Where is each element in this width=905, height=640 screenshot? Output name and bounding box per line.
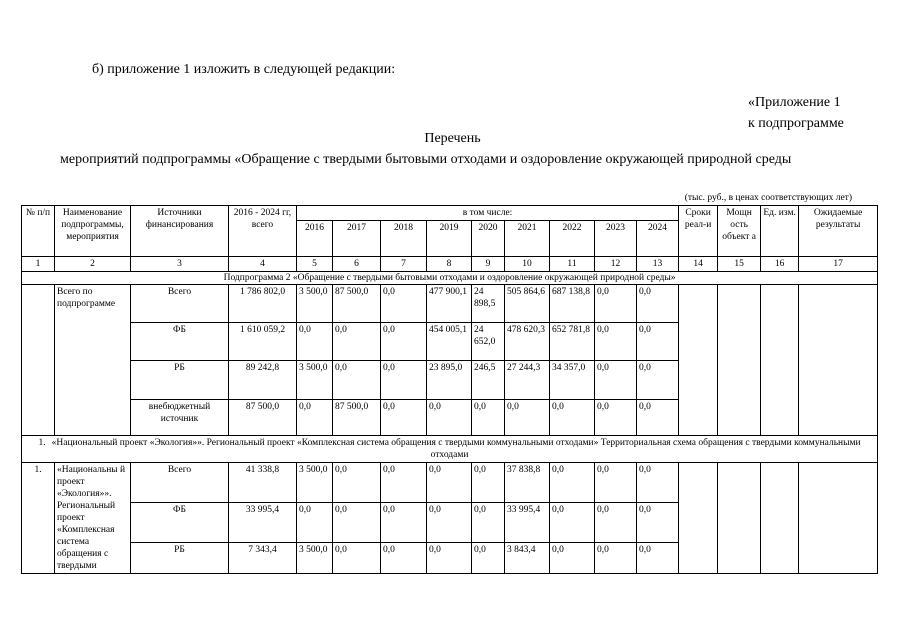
- value-cell: 0,0: [381, 400, 427, 436]
- value-cell: 687 138,8: [550, 285, 595, 323]
- units-note: (тыс. руб., в ценах соответствующих лет): [684, 193, 852, 203]
- appendix-caption: [748, 92, 844, 134]
- table-row: [22, 285, 878, 323]
- source-cell: ФБ: [131, 323, 229, 361]
- column-number: 13: [637, 257, 679, 272]
- header-including: в том числе:: [297, 206, 679, 221]
- header-name: Наименование подпрограммы, мероприятия: [55, 206, 131, 257]
- source-cell: Всего: [131, 285, 229, 323]
- column-number: 17: [799, 257, 878, 272]
- column-number: 2: [55, 257, 131, 272]
- column-number: 9: [472, 257, 505, 272]
- value-cell: 0,0: [595, 285, 637, 323]
- source-cell: РБ: [131, 542, 229, 573]
- empty-cell: [718, 285, 761, 436]
- intro-text: б) приложение 1 изложить в следующей редакции:: [92, 62, 396, 77]
- value-cell: 24 652,0: [472, 323, 505, 361]
- value-cell: 0,0: [550, 542, 595, 573]
- value-cell: 0,0: [550, 463, 595, 503]
- value-cell: 7 343,4: [229, 542, 297, 573]
- header-no: № п/п: [22, 206, 55, 257]
- value-cell: 3 500,0: [297, 361, 333, 400]
- column-number: 11: [550, 257, 595, 272]
- empty-cell: [718, 463, 761, 574]
- value-cell: 0,0: [381, 542, 427, 573]
- column-number: 1: [22, 257, 55, 272]
- value-cell: 0,0: [637, 323, 679, 361]
- value-cell: 0,0: [637, 542, 679, 573]
- value-cell: 0,0: [595, 502, 637, 542]
- value-cell: 87 500,0: [333, 285, 381, 323]
- appendix-line-1: «Приложение 1: [748, 95, 841, 110]
- section-row: [22, 436, 878, 463]
- column-number: 7: [381, 257, 427, 272]
- value-cell: 0,0: [427, 502, 472, 542]
- section-heading: [22, 436, 878, 463]
- value-cell: 0,0: [472, 463, 505, 503]
- header-year: 2020: [472, 221, 505, 257]
- empty-cell: [799, 285, 878, 436]
- value-cell: 87 500,0: [333, 400, 381, 436]
- section-text: «Национальный проект «Экология»». Региональный проект «Комплексная система обращения с твердыми коммунальными отходами» Территориальная схема обращения с твердыми коммунальными отходами: [51, 438, 861, 460]
- value-cell: 0,0: [637, 361, 679, 400]
- empty-cell: [761, 285, 799, 436]
- value-cell: 0,0: [595, 361, 637, 400]
- value-cell: 1 610 059,2: [229, 323, 297, 361]
- table-row: [22, 463, 878, 503]
- source-cell: Всего: [131, 463, 229, 503]
- document-title: Перечень: [424, 131, 481, 146]
- appendix-line-2: к подпрограмме: [748, 116, 844, 131]
- column-number: 10: [505, 257, 550, 272]
- value-cell: 0,0: [381, 502, 427, 542]
- value-cell: 0,0: [505, 400, 550, 436]
- section-number: 1.: [38, 438, 46, 448]
- value-cell: 0,0: [595, 400, 637, 436]
- value-cell: 1 786 802,0: [229, 285, 297, 323]
- value-cell: 505 864,6: [505, 285, 550, 323]
- item-name: «Национальны й проект «Экология»». Региональный проект «Комплексная система обращения с твердыми: [55, 463, 131, 574]
- value-cell: 87 500,0: [229, 400, 297, 436]
- header-year: 2016: [297, 221, 333, 257]
- header-capacity: Мощн ость объект а: [718, 206, 761, 257]
- total-name: Всего по подпрограмме: [55, 285, 131, 436]
- column-number: 14: [679, 257, 718, 272]
- empty-cell: [679, 285, 718, 436]
- empty-cell: [799, 463, 878, 574]
- header-deadline: Сроки реал-и: [679, 206, 718, 257]
- value-cell: 0,0: [333, 463, 381, 503]
- header-year: 2024: [637, 221, 679, 257]
- value-cell: 0,0: [333, 502, 381, 542]
- value-cell: 3 500,0: [297, 542, 333, 573]
- value-cell: 37 838,8: [505, 463, 550, 503]
- value-cell: 0,0: [381, 285, 427, 323]
- column-number: 3: [131, 257, 229, 272]
- value-cell: 27 244,3: [505, 361, 550, 400]
- value-cell: 0,0: [333, 361, 381, 400]
- value-cell: 0,0: [381, 323, 427, 361]
- value-cell: 0,0: [595, 542, 637, 573]
- header-year: 2022: [550, 221, 595, 257]
- column-number-row: [22, 257, 878, 272]
- empty-cell: [22, 285, 55, 436]
- value-cell: 33 995,4: [505, 502, 550, 542]
- value-cell: 0,0: [595, 463, 637, 503]
- value-cell: 0,0: [550, 502, 595, 542]
- value-cell: 0,0: [333, 542, 381, 573]
- value-cell: 0,0: [472, 400, 505, 436]
- item-number: 1.: [22, 463, 55, 574]
- value-cell: 0,0: [297, 323, 333, 361]
- source-cell: ФБ: [131, 502, 229, 542]
- value-cell: 23 895,0: [427, 361, 472, 400]
- value-cell: 478 620,3: [505, 323, 550, 361]
- document-subtitle: мероприятий подпрограммы «Обращение с твердыми бытовыми отходами и оздоровление окружающей природной среды: [60, 152, 792, 167]
- header-sources: Источники финансирования: [131, 206, 229, 257]
- value-cell: 0,0: [637, 463, 679, 503]
- value-cell: 0,0: [297, 502, 333, 542]
- column-number: 16: [761, 257, 799, 272]
- source-cell: РБ: [131, 361, 229, 400]
- value-cell: 3 843,4: [505, 542, 550, 573]
- value-cell: 0,0: [637, 285, 679, 323]
- column-number: 8: [427, 257, 472, 272]
- value-cell: 24 898,5: [472, 285, 505, 323]
- value-cell: 0,0: [472, 502, 505, 542]
- value-cell: 0,0: [427, 463, 472, 503]
- value-cell: 89 242,8: [229, 361, 297, 400]
- source-cell: внебюджетный источник: [131, 400, 229, 436]
- value-cell: 3 500,0: [297, 285, 333, 323]
- value-cell: 0,0: [595, 323, 637, 361]
- value-cell: 0,0: [333, 323, 381, 361]
- value-cell: 33 995,4: [229, 502, 297, 542]
- value-cell: 246,5: [472, 361, 505, 400]
- value-cell: 652 781,8: [550, 323, 595, 361]
- column-number: 15: [718, 257, 761, 272]
- value-cell: 0,0: [427, 542, 472, 573]
- header-period: 2016 - 2024 гг, всего: [229, 206, 297, 257]
- value-cell: 0,0: [637, 502, 679, 542]
- header-year: 2021: [505, 221, 550, 257]
- value-cell: 0,0: [381, 463, 427, 503]
- subprogram-title: Подпрограмма 2 «Обращение с твердыми бытовыми отходами и оздоровление окружающей природной среды»: [22, 272, 878, 285]
- value-cell: 454 005,1: [427, 323, 472, 361]
- column-number: 4: [229, 257, 297, 272]
- column-number: 6: [333, 257, 381, 272]
- header-year: 2019: [427, 221, 472, 257]
- empty-cell: [761, 463, 799, 574]
- header-unit: Ед. изм.: [761, 206, 799, 257]
- empty-cell: [679, 463, 718, 574]
- column-number: 12: [595, 257, 637, 272]
- value-cell: 3 500,0: [297, 463, 333, 503]
- header-results: Ожидаемые результаты: [799, 206, 878, 257]
- value-cell: 0,0: [550, 400, 595, 436]
- column-number: 5: [297, 257, 333, 272]
- value-cell: 0,0: [637, 400, 679, 436]
- value-cell: 0,0: [427, 400, 472, 436]
- header-year: 2017: [333, 221, 381, 257]
- value-cell: 0,0: [297, 400, 333, 436]
- value-cell: 0,0: [472, 542, 505, 573]
- activities-table: [21, 205, 878, 574]
- value-cell: 0,0: [381, 361, 427, 400]
- value-cell: 477 900,1: [427, 285, 472, 323]
- value-cell: 34 357,0: [550, 361, 595, 400]
- header-year: 2023: [595, 221, 637, 257]
- header-year: 2018: [381, 221, 427, 257]
- value-cell: 41 338,8: [229, 463, 297, 503]
